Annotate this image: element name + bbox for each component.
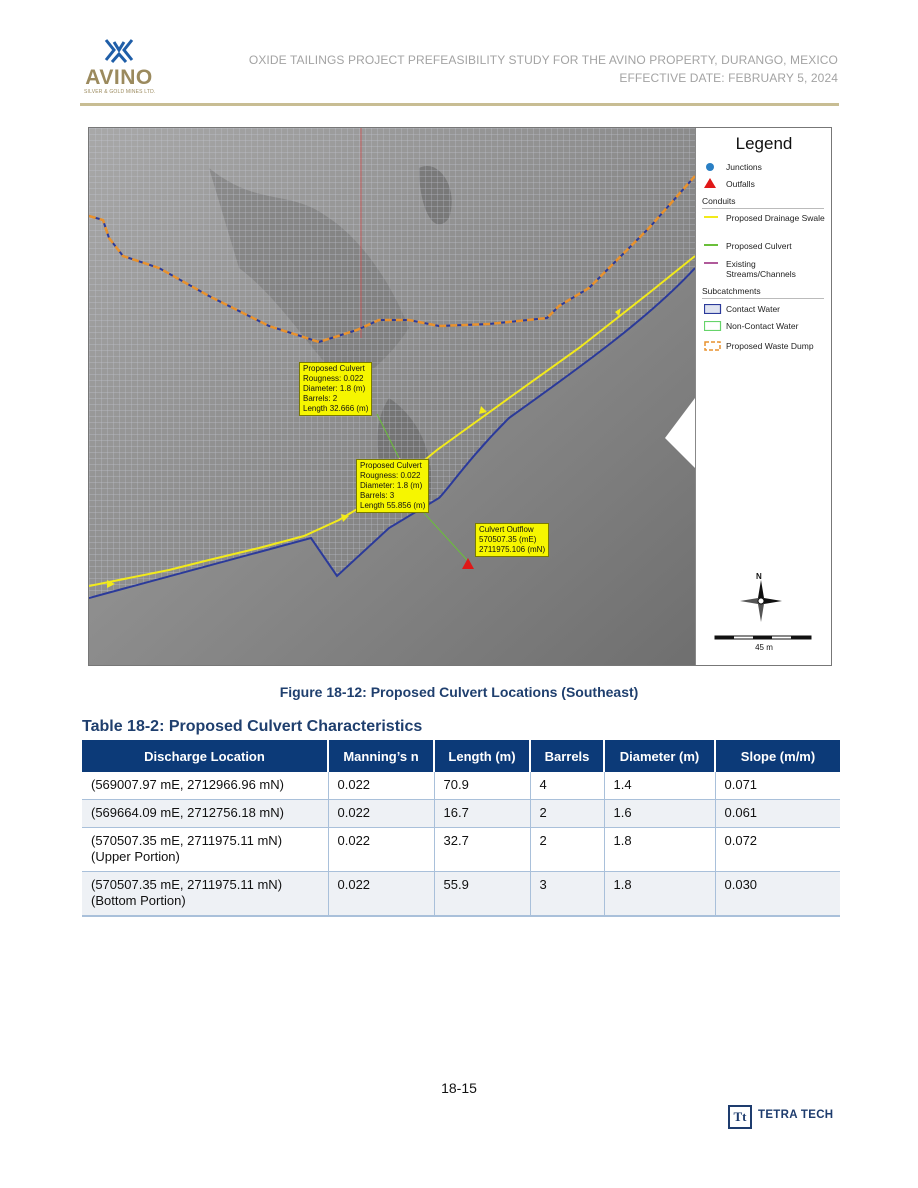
- cell-slope: 0.072: [715, 828, 840, 872]
- figure-caption: Figure 18-12: Proposed Culvert Locations (Southeast): [279, 684, 639, 700]
- outfall-icon: [704, 178, 718, 189]
- table-title: Table 18-2: Proposed Culvert Characteristics: [82, 718, 423, 735]
- callout-line: Barrels: 2: [303, 394, 338, 403]
- cell-location: (569007.97 mE, 2712966.96 mN): [82, 772, 328, 800]
- legend-streams: Existing Streams/Channels: [726, 259, 796, 279]
- cell-barrels: 3: [530, 872, 604, 917]
- contact-water-icon: [704, 304, 722, 314]
- callout-line: Culvert Outflow: [479, 525, 534, 534]
- callout-line: Proposed Culvert: [303, 364, 365, 373]
- legend-junctions: Junctions: [726, 162, 762, 172]
- legend-divider: [702, 298, 824, 299]
- table-row: [82, 828, 840, 872]
- waste-dump-icon: [704, 341, 722, 351]
- callout-culvert-outflow: [475, 523, 549, 557]
- callout-line: Length 32.666 (m): [303, 404, 369, 413]
- avino-emblem-icon: [84, 38, 154, 68]
- table-row: [82, 872, 840, 917]
- legend-non-contact-water: Non-Contact Water: [726, 321, 799, 331]
- cell-diameter: 1.4: [604, 772, 715, 800]
- cell-diameter: 1.8: [604, 828, 715, 872]
- callout-line: Rougness: 0.022: [360, 471, 421, 480]
- header-effective-date: EFFECTIVE DATE: FEBRUARY 5, 2024: [619, 71, 838, 85]
- cell-diameter: 1.6: [604, 800, 715, 828]
- cell-slope: 0.061: [715, 800, 840, 828]
- cell-diameter: 1.8: [604, 872, 715, 917]
- cell-mannings-n: 0.022: [328, 828, 434, 872]
- cell-slope: 0.030: [715, 872, 840, 917]
- callout-line: Diameter: 1.8 (m): [360, 481, 423, 490]
- map-legend: [695, 128, 832, 666]
- swale-line-icon: [704, 214, 720, 220]
- legend-title: Legend: [735, 134, 793, 153]
- non-contact-water-icon: [704, 321, 722, 331]
- header-title: OXIDE TAILINGS PROJECT PREFEASIBILITY STUDY FOR THE AVINO PROPERTY, DURANGO, MEXICO: [248, 53, 838, 67]
- legend-divider: [702, 208, 824, 209]
- cell-mannings-n: 0.022: [328, 872, 434, 917]
- callout-line: Barrels: 3: [360, 491, 395, 500]
- avino-logo: [84, 38, 158, 98]
- cell-length: 55.9: [434, 872, 530, 917]
- cell-barrels: 2: [530, 828, 604, 872]
- north-arrow-icon: [740, 580, 782, 622]
- scale-bar: [714, 634, 812, 642]
- callout-upper-culvert: [299, 362, 372, 416]
- callout-line: 2711975.106 (mN): [479, 545, 546, 554]
- column-header: Discharge Location: [82, 740, 328, 772]
- culvert-map-figure: [88, 127, 832, 666]
- north-label: N: [756, 572, 762, 581]
- cell-barrels: 4: [530, 772, 604, 800]
- callout-line: Diameter: 1.8 (m): [303, 384, 366, 393]
- table-row: [82, 800, 840, 828]
- location-note: (Upper Portion): [91, 849, 180, 864]
- column-header: Slope (m/m): [715, 740, 840, 772]
- callout-line: 570507.35 (mE): [479, 535, 537, 544]
- cell-location: (570507.35 mE, 2711975.11 mN) (Upper Portion): [82, 828, 328, 872]
- culvert-line-icon: [704, 242, 720, 248]
- legend-waste-dump: Proposed Waste Dump: [726, 341, 814, 351]
- column-header: Barrels: [530, 740, 604, 772]
- legend-contact-water: Contact Water: [726, 304, 781, 314]
- legend-drainage-swale: Proposed Drainage Swale: [726, 213, 825, 223]
- table-header-row: [82, 740, 840, 772]
- location-note: (Bottom Portion): [91, 893, 186, 908]
- cell-length: 32.7: [434, 828, 530, 872]
- callout-line: Rougness: 0.022: [303, 374, 364, 383]
- cell-location: (569664.09 mE, 2712756.18 mN): [82, 800, 328, 828]
- table-row: [82, 772, 840, 800]
- legend-subcatchments-heading: Subcatchments: [702, 286, 761, 296]
- cell-mannings-n: 0.022: [328, 800, 434, 828]
- cell-length: 16.7: [434, 800, 530, 828]
- column-header: Manning’s n: [328, 740, 434, 772]
- header-divider: [80, 103, 839, 106]
- cell-slope: 0.071: [715, 772, 840, 800]
- page-number: 18-15: [441, 1080, 477, 1096]
- legend-outfalls: Outfalls: [726, 179, 755, 189]
- cell-length: 70.9: [434, 772, 530, 800]
- logo-wordmark: AVINO: [85, 66, 153, 89]
- cell-location: (570507.35 mE, 2711975.11 mN) (Bottom Portion): [82, 872, 328, 917]
- logo-subtitle: SILVER & GOLD MINES LTD.: [84, 89, 156, 95]
- column-header: Diameter (m): [604, 740, 715, 772]
- junction-icon: [704, 162, 718, 172]
- callout-line: Proposed Culvert: [360, 461, 422, 470]
- tetra-tech-wordmark: TETRA TECH: [758, 1109, 834, 1121]
- legend-conduits-heading: Conduits: [702, 196, 736, 206]
- callout-line: Length 55.856 (m): [360, 501, 426, 510]
- legend-culvert: Proposed Culvert: [726, 241, 792, 251]
- tetra-tech-mark-icon: Tt: [728, 1105, 752, 1129]
- column-header: Length (m): [434, 740, 530, 772]
- cell-barrels: 2: [530, 800, 604, 828]
- map-canvas: [89, 128, 695, 666]
- scale-label: 45 m: [755, 643, 773, 652]
- callout-bottom-culvert: [356, 459, 429, 513]
- cell-mannings-n: 0.022: [328, 772, 434, 800]
- culvert-characteristics-table: [82, 740, 840, 917]
- stream-line-icon: [704, 260, 720, 266]
